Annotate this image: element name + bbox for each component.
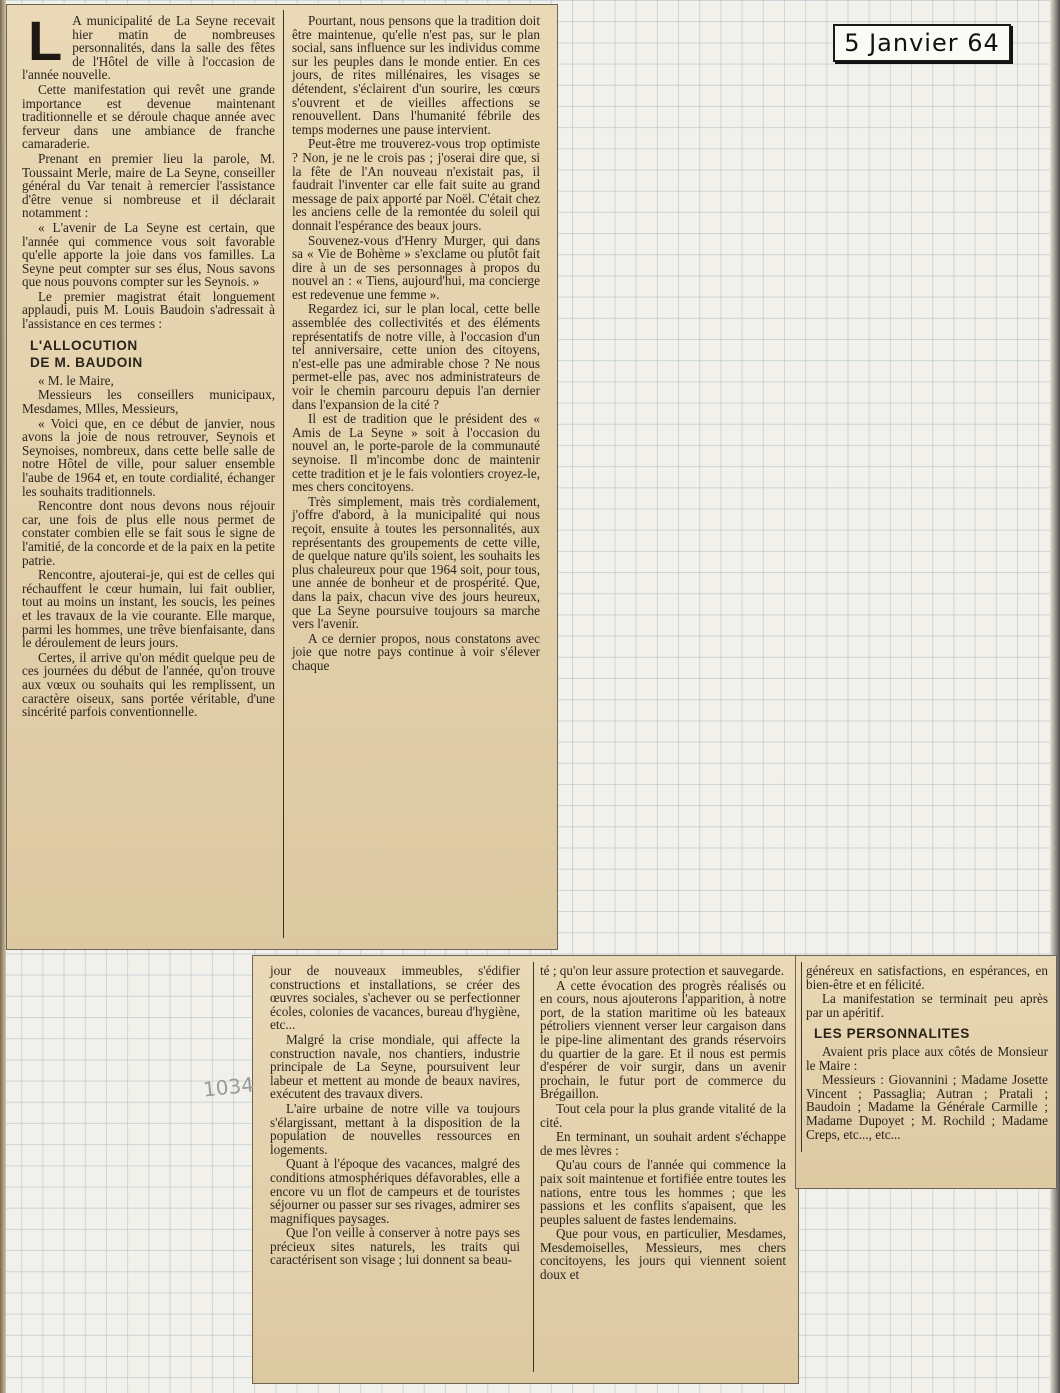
- paragraph: Il est de tradition que le président des « Amis de La Seyne » soit à l'occasion du nouvel an, le porte-parole de la communauté seynoise. Il m'incombe donc de maintenir cette tradition et je le fais volontiers croyez-le, mes chers concitoyens.: [292, 411, 540, 495]
- paragraph: L'aire urbaine de notre ville va toujours s'élargissant, mettant à la disposition de la population de nouvelles ressources en logements.: [270, 1100, 520, 1157]
- article-column-4: [540, 964, 786, 1283]
- article-column-1: [22, 9, 275, 720]
- salutation-line: Messieurs les conseillers municipaux, Mesdames, Mlles, Messieurs,: [22, 387, 275, 417]
- paragraph: Quant à l'époque des vacances, malgré des conditions atmosphériques défavorables, elle a encore vu un flot de campeurs et de touristes séjourner ou passer sur ses rivages, admirer ses magnifiques paysages.: [270, 1156, 520, 1226]
- guest-list: Messieurs : Giovannini ; Madame Josette Vincent ; Passaglia; Autran ; Pratali ; Baudoin ; Madame la Générale Carmille ; Madame Dupoyet ; M. Rochild ; Madame Creps, etc..., etc...: [806, 1072, 1048, 1142]
- paragraph: Malgré la crise mondiale, qui affecte la construction navale, nos chantiers, industrie principale de La Seyne, poursuivent leur labeur et mettent au monde de beaux navires, exécutent des travaux divers.: [270, 1031, 520, 1102]
- pencil-note: 1034: [201, 1072, 256, 1102]
- subheading-allocution: L'ALLOCUTION: [30, 337, 138, 353]
- article-column-3: [270, 964, 520, 1268]
- paragraph: Le premier magistrat était longuement applaudi, puis M. Louis Baudoin s'adressait à l'assistance en ces termes :: [22, 288, 275, 332]
- paragraph: Rencontre, ajouterai-je, qui est de celles qui réchauffent le cœur humain, lui fait oublier, tout au moins un instant, les soucis, les peines et les travaux de la vie courante. Elle marque, parmi les hommes, une trêve bienfaisante, dans le déroulement de leurs jours.: [22, 567, 275, 651]
- paragraph: Regardez ici, sur le plan local, cette belle assemblée des collectivités et des éléments représentatifs de notre ville, à l'occasion d'un tel anniversaire, cette union des citoyens, n'est-elle pas une admirable chose ? Ne nous permet-elle pas, avec nos administrateurs de voir le chemin parcouru depuis l'an dernier dans l'expansion de la cité ?: [292, 301, 540, 412]
- paragraph: A ce dernier propos, nous constatons avec joie que notre pays continue à voir s'élever chaque: [292, 630, 540, 673]
- column-rule: [801, 962, 802, 1152]
- date-stamp: 5 Janvier 64: [833, 24, 1011, 62]
- paragraph: A cette évocation des progrès réalisés ou en cours, nous ajouterons l'apparition, à notre port, de la station maritime où les bateaux pétroliers viennent verser leur cargaison dans le pipe-line alimentant des grands réservoirs du quartier de la gare. Et il nous est permis d'espérer de voir surgir, dans un avenir prochain, le futur port de commerce du Brégaillon.: [540, 977, 786, 1102]
- paragraph: En terminant, un souhait ardent s'échappe de mes lèvres :: [540, 1129, 786, 1158]
- article-column-5: [806, 964, 1048, 1142]
- salutation-line: « M. le Maire,: [38, 372, 114, 388]
- subheading-allocution-name: DE M. BAUDOIN: [30, 355, 143, 371]
- paragraph: jour de nouveaux immeubles, s'édifier constructions et installations, se créer des œuvres sociales, s'achever ou se perfectionner écoles, colonies de vacances, bureau d'hygiène, etc...: [270, 963, 520, 1033]
- column-rule: [283, 10, 284, 938]
- paragraph: Très simplement, mais très cordialement, j'offre d'abord, à la municipalité qui nous reçoit, ensuite à toutes les personnalités, aux représentants des groupements de cette ville, de quelque nature qu'ils soient, les souhaits les plus chaleureux pour que 1964 soit, pour tous, une année de bonheur et de prospérité. Que, dans la paix, chacun vive des jours heureux, que La Seyne poursuive toujours sa marche vers l'avenir.: [292, 493, 540, 632]
- paragraph: Prenant en premier lieu la parole, M. Toussaint Merle, maire de La Seyne, conseiller général du Var tenait à remercier l'assistance d'être venue si nombreuse et il déclarait notamment :: [22, 150, 275, 221]
- dropcap: L: [28, 9, 63, 72]
- paragraph: Que l'on veille à conserver à notre pays ses précieux sites naturels, les traits qui caractérisent son visage ; lui donnent sa beau-: [270, 1225, 520, 1268]
- paragraph: Pourtant, nous pensons que la tradition doit être maintenue, qu'elle n'est pas, sur le plan social, sans influence sur les individus comme sur les peuples dans le monde entier. En ces jours, de rites millénaires, les visages se détendent, s'éclairent d'un sourire, les cœurs s'ouvrent et de vieilles affections se renouvellent. Dans l'humanité fébrile des temps modernes une pause intervient.: [292, 13, 540, 137]
- paragraph: généreux en satisfactions, en espérances, en bien-être et en félicité.: [806, 963, 1048, 992]
- quote-paragraph: « L'avenir de La Seyne est certain, que l'année qui commence vous soit favorable qu'elle apporte la joie dans vos familles. La Seyne peut compter sur ses élus, Nous savons que nous pouvons compter sur les Seynois. »: [22, 219, 275, 290]
- paragraph: Qu'au cours de l'année qui commence la paix soit maintenue et fortifiée entre toutes les nations, entre tous les hommes ; que les passions et les conflits s'apaisent, que les peuples saluent de fastes lendemains.: [540, 1157, 786, 1227]
- article-column-2: [292, 14, 540, 674]
- paragraph: Cette manifestation qui revêt une grande importance est devenue maintenant traditionnelle et se déroule chaque année avec ferveur dans une ambiance de franche camaraderie.: [22, 81, 275, 152]
- column-rule: [533, 962, 534, 1372]
- paragraph: Certes, il arrive qu'on médit quelque peu de ces journées du début de l'année, qu'on trouve aux vœux ou souhaits qui les remplissent, un caractère oiseux, sans portée véritable, d'une sincérité parfois conventionnelle.: [22, 649, 275, 720]
- paragraph: té ; qu'on leur assure protection et sauvegarde.: [540, 963, 785, 978]
- paragraph: Souvenez-vous d'Henry Murger, qui dans sa « Vie de Bohème » s'exclame ou plutôt fait dire à un de ses personnages à propos du nouvel an : « Tiens, aujourd'hui, ma concierge est redevenue une femme ».: [292, 232, 540, 302]
- paragraph: Que pour vous, en particulier, Mesdames, Mesdemoiselles, Messieurs, mes chers concitoyens, les jours qui viennent soient doux et: [540, 1226, 786, 1283]
- subheading-personnalites: LES PERSONNALITES: [814, 1026, 970, 1042]
- paragraph: Tout cela pour la plus grande vitalité de la cité.: [540, 1100, 786, 1130]
- paragraph: Rencontre dont nous devons nous réjouir car, une fois de plus elle nous permet de constater combien elle se fait sous le signe de l'amitié, de la concorde et de la paix en la petite patrie.: [22, 498, 275, 568]
- paragraph: « Voici que, en ce début de janvier, nous avons la joie de nous retrouver, Seynois et Seynoises, nombreux, dans cette belle salle de notre Hôtel de ville, pour saluer ensemble l'aube de 1964 et, en toute cordialité, échanger les souhaits traditionnels.: [22, 415, 275, 499]
- paragraph: La manifestation se terminait peu après par un apéritif.: [806, 991, 1048, 1020]
- paragraph: Avaient pris place aux côtés de Monsieur le Maire :: [806, 1043, 1048, 1073]
- paragraph: Peut-être me trouverez-vous trop optimiste ? Non, je ne le crois pas ; j'oserai dire que, si la fête de l'An nouveau n'existait pas, il faudrait l'inventer car elle fait suite au grand message de paix apporté par Noël. C'était chez les anciens celle de la remontée du soleil qui donnait l'espérance des beaux jours.: [292, 136, 540, 233]
- paragraph: A municipalité de La Seyne recevait hier matin de nombreuses personnalités, dans la salle des fêtes de l'Hôtel de ville à l'occasion de l'année nouvelle.: [22, 13, 275, 83]
